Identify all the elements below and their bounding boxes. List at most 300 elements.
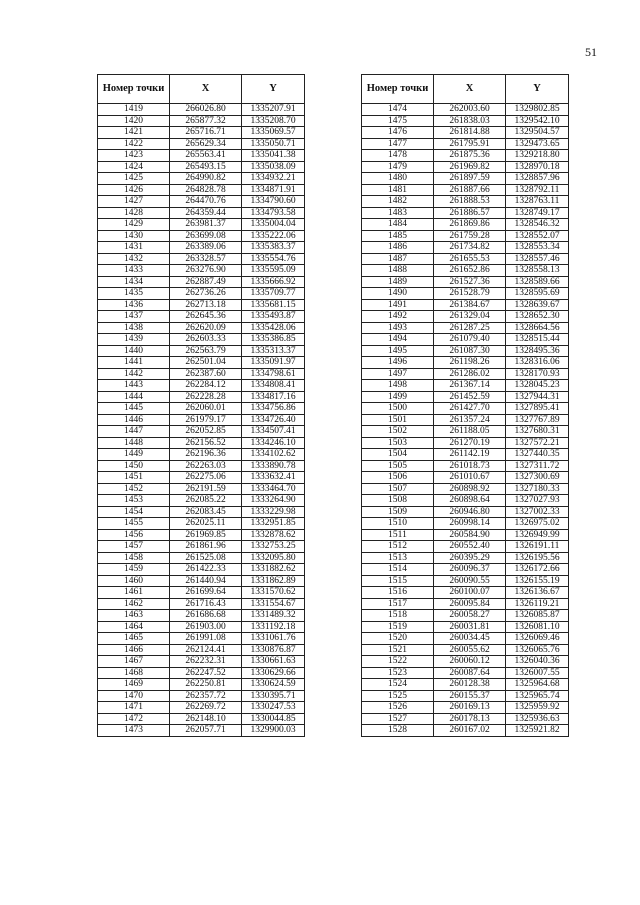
y-cell: 1328045.23 xyxy=(506,380,569,392)
x-cell: 262736.26 xyxy=(170,288,242,300)
table-row xyxy=(362,702,569,714)
table-row xyxy=(362,495,569,507)
point-number-cell: 1448 xyxy=(98,437,170,449)
point-number-cell: 1522 xyxy=(362,656,434,668)
point-number-cell: 1483 xyxy=(362,207,434,219)
point-number-cell: 1463 xyxy=(98,610,170,622)
x-cell: 262247.52 xyxy=(170,667,242,679)
x-cell: 264990.82 xyxy=(170,173,242,185)
point-number-cell: 1451 xyxy=(98,472,170,484)
point-number-cell: 1524 xyxy=(362,679,434,691)
y-cell: 1331489.32 xyxy=(242,610,305,622)
table-row xyxy=(362,242,569,254)
point-number-cell: 1516 xyxy=(362,587,434,599)
x-cell: 263276.90 xyxy=(170,265,242,277)
point-number-cell: 1512 xyxy=(362,541,434,553)
table-row xyxy=(362,288,569,300)
table-row xyxy=(98,242,305,254)
x-cell: 260998.14 xyxy=(434,518,506,530)
y-cell: 1334793.58 xyxy=(242,207,305,219)
point-number-cell: 1443 xyxy=(98,380,170,392)
table-row xyxy=(98,196,305,208)
point-number-cell: 1478 xyxy=(362,150,434,162)
y-cell: 1326949.99 xyxy=(506,529,569,541)
point-number-cell: 1520 xyxy=(362,633,434,645)
point-number-cell: 1503 xyxy=(362,437,434,449)
point-number-cell: 1468 xyxy=(98,667,170,679)
y-cell: 1331570.62 xyxy=(242,587,305,599)
y-cell: 1334507.41 xyxy=(242,426,305,438)
table-row xyxy=(362,219,569,231)
y-cell: 1329473.65 xyxy=(506,138,569,150)
table-row xyxy=(98,621,305,633)
point-number-cell: 1450 xyxy=(98,460,170,472)
point-number-cell: 1459 xyxy=(98,564,170,576)
table-row xyxy=(98,357,305,369)
x-cell: 261897.59 xyxy=(434,173,506,185)
table-row xyxy=(362,265,569,277)
x-cell: 262196.36 xyxy=(170,449,242,461)
point-number-cell: 1470 xyxy=(98,690,170,702)
table-row xyxy=(98,690,305,702)
y-cell: 1333229.98 xyxy=(242,506,305,518)
point-number-cell: 1493 xyxy=(362,322,434,334)
x-cell: 260898.64 xyxy=(434,495,506,507)
x-cell: 261903.00 xyxy=(170,621,242,633)
x-cell: 260034.45 xyxy=(434,633,506,645)
point-number-cell: 1484 xyxy=(362,219,434,231)
table-row xyxy=(98,644,305,656)
point-number-cell: 1442 xyxy=(98,368,170,380)
y-cell: 1335313.37 xyxy=(242,345,305,357)
point-number-cell: 1441 xyxy=(98,357,170,369)
y-cell: 1332753.25 xyxy=(242,541,305,553)
y-cell: 1335091.97 xyxy=(242,357,305,369)
x-cell: 262232.31 xyxy=(170,656,242,668)
y-cell: 1325965.74 xyxy=(506,690,569,702)
header-point-number: Номер точки xyxy=(98,75,170,104)
table-row xyxy=(362,621,569,633)
point-number-cell: 1490 xyxy=(362,288,434,300)
y-cell: 1333264.90 xyxy=(242,495,305,507)
y-cell: 1328595.69 xyxy=(506,288,569,300)
point-number-cell: 1514 xyxy=(362,564,434,576)
table-row xyxy=(362,368,569,380)
table-row xyxy=(362,426,569,438)
x-cell: 262645.36 xyxy=(170,311,242,323)
point-number-cell: 1464 xyxy=(98,621,170,633)
x-cell: 261814.88 xyxy=(434,127,506,139)
x-cell: 262156.52 xyxy=(170,437,242,449)
table-row xyxy=(362,276,569,288)
coordinates-table-left xyxy=(97,74,305,737)
point-number-cell: 1477 xyxy=(362,138,434,150)
point-number-cell: 1480 xyxy=(362,173,434,185)
y-cell: 1330247.53 xyxy=(242,702,305,714)
x-cell: 261422.33 xyxy=(170,564,242,576)
x-cell: 262263.03 xyxy=(170,460,242,472)
table-row xyxy=(98,449,305,461)
y-cell: 1327895.41 xyxy=(506,403,569,415)
table-row xyxy=(98,713,305,725)
point-number-cell: 1458 xyxy=(98,552,170,564)
y-cell: 1334871.91 xyxy=(242,184,305,196)
table-row xyxy=(362,679,569,691)
point-number-cell: 1481 xyxy=(362,184,434,196)
y-cell: 1327767.89 xyxy=(506,414,569,426)
y-cell: 1335493.87 xyxy=(242,311,305,323)
table-row xyxy=(362,575,569,587)
x-cell: 261979.17 xyxy=(170,414,242,426)
point-number-cell: 1485 xyxy=(362,230,434,242)
table-row xyxy=(98,288,305,300)
x-cell: 260060.12 xyxy=(434,656,506,668)
point-number-cell: 1499 xyxy=(362,391,434,403)
table-row xyxy=(362,552,569,564)
y-cell: 1328639.67 xyxy=(506,299,569,311)
point-number-cell: 1476 xyxy=(362,127,434,139)
point-number-cell: 1496 xyxy=(362,357,434,369)
table-row xyxy=(98,150,305,162)
y-cell: 1326155.19 xyxy=(506,575,569,587)
y-cell: 1333464.70 xyxy=(242,483,305,495)
table-row xyxy=(362,334,569,346)
y-cell: 1328553.34 xyxy=(506,242,569,254)
table-row xyxy=(98,575,305,587)
table-row xyxy=(98,253,305,265)
point-number-cell: 1486 xyxy=(362,242,434,254)
table-row xyxy=(362,357,569,369)
x-cell: 260031.81 xyxy=(434,621,506,633)
table-row xyxy=(362,161,569,173)
y-cell: 1327002.33 xyxy=(506,506,569,518)
y-cell: 1335428.06 xyxy=(242,322,305,334)
point-number-cell: 1462 xyxy=(98,598,170,610)
point-number-cell: 1523 xyxy=(362,667,434,679)
table-row xyxy=(98,495,305,507)
table-row xyxy=(98,725,305,737)
table-row xyxy=(98,702,305,714)
point-number-cell: 1449 xyxy=(98,449,170,461)
table-row xyxy=(98,334,305,346)
table-row xyxy=(362,380,569,392)
table-row xyxy=(98,679,305,691)
x-cell: 262284.12 xyxy=(170,380,242,392)
table-row xyxy=(362,667,569,679)
y-cell: 1328546.32 xyxy=(506,219,569,231)
point-number-cell: 1489 xyxy=(362,276,434,288)
table-row xyxy=(98,541,305,553)
y-cell: 1335207.91 xyxy=(242,104,305,116)
x-cell: 261795.91 xyxy=(434,138,506,150)
point-number-cell: 1506 xyxy=(362,472,434,484)
x-cell: 264828.78 xyxy=(170,184,242,196)
table-row xyxy=(362,299,569,311)
x-cell: 260395.29 xyxy=(434,552,506,564)
table-row xyxy=(362,322,569,334)
table-row xyxy=(362,184,569,196)
x-cell: 262713.18 xyxy=(170,299,242,311)
point-number-cell: 1436 xyxy=(98,299,170,311)
y-cell: 1326065.76 xyxy=(506,644,569,656)
x-cell: 261991.08 xyxy=(170,633,242,645)
point-number-cell: 1510 xyxy=(362,518,434,530)
point-number-cell: 1437 xyxy=(98,311,170,323)
point-number-cell: 1423 xyxy=(98,150,170,162)
x-cell: 260128.38 xyxy=(434,679,506,691)
table-row xyxy=(362,656,569,668)
x-cell: 261655.53 xyxy=(434,253,506,265)
table-row xyxy=(98,437,305,449)
x-cell: 261142.19 xyxy=(434,449,506,461)
x-cell: 262275.06 xyxy=(170,472,242,484)
table-row xyxy=(362,104,569,116)
y-cell: 1326172.66 xyxy=(506,564,569,576)
table-row xyxy=(98,426,305,438)
point-number-cell: 1429 xyxy=(98,219,170,231)
y-cell: 1330629.66 xyxy=(242,667,305,679)
y-cell: 1335041.38 xyxy=(242,150,305,162)
table-row xyxy=(362,587,569,599)
x-cell: 261357.24 xyxy=(434,414,506,426)
y-cell: 1328515.44 xyxy=(506,334,569,346)
y-cell: 1335554.76 xyxy=(242,253,305,265)
table-row xyxy=(98,667,305,679)
y-cell: 1329802.85 xyxy=(506,104,569,116)
point-number-cell: 1453 xyxy=(98,495,170,507)
x-cell: 260167.02 xyxy=(434,725,506,737)
x-cell: 266026.80 xyxy=(170,104,242,116)
x-cell: 261018.73 xyxy=(434,460,506,472)
x-cell: 261270.19 xyxy=(434,437,506,449)
y-cell: 1335004.04 xyxy=(242,219,305,231)
x-cell: 263328.57 xyxy=(170,253,242,265)
point-number-cell: 1494 xyxy=(362,334,434,346)
point-number-cell: 1471 xyxy=(98,702,170,714)
table-row xyxy=(362,207,569,219)
point-number-cell: 1525 xyxy=(362,690,434,702)
y-cell: 1326040.36 xyxy=(506,656,569,668)
point-number-cell: 1511 xyxy=(362,529,434,541)
x-cell: 261652.86 xyxy=(434,265,506,277)
table-row xyxy=(98,311,305,323)
y-cell: 1325959.92 xyxy=(506,702,569,714)
x-cell: 261010.67 xyxy=(434,472,506,484)
header-y: Y xyxy=(506,75,569,104)
y-cell: 1326191.11 xyxy=(506,541,569,553)
y-cell: 1335666.92 xyxy=(242,276,305,288)
y-cell: 1331862.89 xyxy=(242,575,305,587)
y-cell: 1328763.11 xyxy=(506,196,569,208)
x-cell: 261452.59 xyxy=(434,391,506,403)
x-cell: 261440.94 xyxy=(170,575,242,587)
x-cell: 261861.96 xyxy=(170,541,242,553)
table-row xyxy=(362,713,569,725)
x-cell: 261869.86 xyxy=(434,219,506,231)
point-number-cell: 1460 xyxy=(98,575,170,587)
x-cell: 262501.04 xyxy=(170,357,242,369)
y-cell: 1334932.21 xyxy=(242,173,305,185)
x-cell: 261079.40 xyxy=(434,334,506,346)
point-number-cell: 1508 xyxy=(362,495,434,507)
table-row xyxy=(362,345,569,357)
x-cell: 260178.13 xyxy=(434,713,506,725)
y-cell: 1329900.03 xyxy=(242,725,305,737)
x-cell: 261716.43 xyxy=(170,598,242,610)
x-cell: 261286.02 xyxy=(434,368,506,380)
x-cell: 261329.04 xyxy=(434,311,506,323)
y-cell: 1335595.09 xyxy=(242,265,305,277)
point-number-cell: 1488 xyxy=(362,265,434,277)
y-cell: 1325921.82 xyxy=(506,725,569,737)
table-row xyxy=(362,449,569,461)
table-row xyxy=(98,472,305,484)
y-cell: 1333890.78 xyxy=(242,460,305,472)
y-cell: 1328170.93 xyxy=(506,368,569,380)
x-cell: 262085.22 xyxy=(170,495,242,507)
y-cell: 1333632.41 xyxy=(242,472,305,484)
x-cell: 260095.84 xyxy=(434,598,506,610)
x-cell: 261087.30 xyxy=(434,345,506,357)
y-cell: 1326975.02 xyxy=(506,518,569,530)
table-row xyxy=(98,391,305,403)
y-cell: 1328557.46 xyxy=(506,253,569,265)
table-row xyxy=(98,207,305,219)
y-cell: 1329504.57 xyxy=(506,127,569,139)
point-number-cell: 1426 xyxy=(98,184,170,196)
x-cell: 262083.45 xyxy=(170,506,242,518)
table-row xyxy=(362,529,569,541)
point-number-cell: 1528 xyxy=(362,725,434,737)
table-row xyxy=(98,518,305,530)
x-cell: 261888.53 xyxy=(434,196,506,208)
y-cell: 1328652.30 xyxy=(506,311,569,323)
point-number-cell: 1447 xyxy=(98,426,170,438)
table-row xyxy=(98,173,305,185)
page-number: 51 xyxy=(585,45,597,59)
y-cell: 1334790.60 xyxy=(242,196,305,208)
point-number-cell: 1517 xyxy=(362,598,434,610)
point-number-cell: 1434 xyxy=(98,276,170,288)
table-row xyxy=(98,322,305,334)
table-row xyxy=(362,253,569,265)
y-cell: 1335222.06 xyxy=(242,230,305,242)
point-number-cell: 1479 xyxy=(362,161,434,173)
y-cell: 1331882.62 xyxy=(242,564,305,576)
x-cell: 263389.06 xyxy=(170,242,242,254)
table-row xyxy=(98,276,305,288)
table-row xyxy=(362,483,569,495)
x-cell: 265493.15 xyxy=(170,161,242,173)
point-number-cell: 1475 xyxy=(362,115,434,127)
y-cell: 1326136.67 xyxy=(506,587,569,599)
table-row xyxy=(362,725,569,737)
x-cell: 263699.08 xyxy=(170,230,242,242)
x-cell: 261188.05 xyxy=(434,426,506,438)
y-cell: 1327572.21 xyxy=(506,437,569,449)
y-cell: 1331192.18 xyxy=(242,621,305,633)
x-cell: 264359.44 xyxy=(170,207,242,219)
point-number-cell: 1513 xyxy=(362,552,434,564)
table-row xyxy=(98,380,305,392)
point-number-cell: 1420 xyxy=(98,115,170,127)
point-number-cell: 1456 xyxy=(98,529,170,541)
table-row xyxy=(362,437,569,449)
table-row xyxy=(98,610,305,622)
x-cell: 265716.71 xyxy=(170,127,242,139)
x-cell: 261838.03 xyxy=(434,115,506,127)
y-cell: 1332951.85 xyxy=(242,518,305,530)
x-cell: 260169.13 xyxy=(434,702,506,714)
table-row xyxy=(98,587,305,599)
table-row xyxy=(98,219,305,231)
y-cell: 1328970.18 xyxy=(506,161,569,173)
table-row xyxy=(98,506,305,518)
x-cell: 262357.72 xyxy=(170,690,242,702)
x-cell: 263981.37 xyxy=(170,219,242,231)
y-cell: 1335709.77 xyxy=(242,288,305,300)
table-row xyxy=(362,196,569,208)
x-cell: 260946.80 xyxy=(434,506,506,518)
table-row xyxy=(362,460,569,472)
point-number-cell: 1515 xyxy=(362,575,434,587)
point-number-cell: 1474 xyxy=(362,104,434,116)
point-number-cell: 1438 xyxy=(98,322,170,334)
x-cell: 262269.72 xyxy=(170,702,242,714)
y-cell: 1335383.37 xyxy=(242,242,305,254)
y-cell: 1328316.06 xyxy=(506,357,569,369)
y-cell: 1327027.93 xyxy=(506,495,569,507)
point-number-cell: 1469 xyxy=(98,679,170,691)
point-number-cell: 1492 xyxy=(362,311,434,323)
y-cell: 1326119.21 xyxy=(506,598,569,610)
x-cell: 262057.71 xyxy=(170,725,242,737)
point-number-cell: 1428 xyxy=(98,207,170,219)
y-cell: 1334246.10 xyxy=(242,437,305,449)
x-cell: 262124.41 xyxy=(170,644,242,656)
table-row xyxy=(98,127,305,139)
point-number-cell: 1472 xyxy=(98,713,170,725)
x-cell: 262025.11 xyxy=(170,518,242,530)
point-number-cell: 1509 xyxy=(362,506,434,518)
point-number-cell: 1439 xyxy=(98,334,170,346)
table-row xyxy=(362,138,569,150)
table-row xyxy=(362,633,569,645)
table-row xyxy=(98,161,305,173)
table-row xyxy=(362,506,569,518)
x-cell: 262387.60 xyxy=(170,368,242,380)
y-cell: 1331554.67 xyxy=(242,598,305,610)
x-cell: 260898.92 xyxy=(434,483,506,495)
table-row xyxy=(98,104,305,116)
point-number-cell: 1507 xyxy=(362,483,434,495)
y-cell: 1335681.15 xyxy=(242,299,305,311)
point-number-cell: 1502 xyxy=(362,426,434,438)
table-row xyxy=(98,299,305,311)
x-cell: 261367.14 xyxy=(434,380,506,392)
y-cell: 1326195.56 xyxy=(506,552,569,564)
x-cell: 260055.62 xyxy=(434,644,506,656)
table-row xyxy=(98,529,305,541)
x-cell: 261734.82 xyxy=(434,242,506,254)
table-row xyxy=(98,552,305,564)
point-number-cell: 1457 xyxy=(98,541,170,553)
point-number-cell: 1519 xyxy=(362,621,434,633)
x-cell: 261527.36 xyxy=(434,276,506,288)
y-cell: 1330395.71 xyxy=(242,690,305,702)
point-number-cell: 1505 xyxy=(362,460,434,472)
x-cell: 260552.40 xyxy=(434,541,506,553)
